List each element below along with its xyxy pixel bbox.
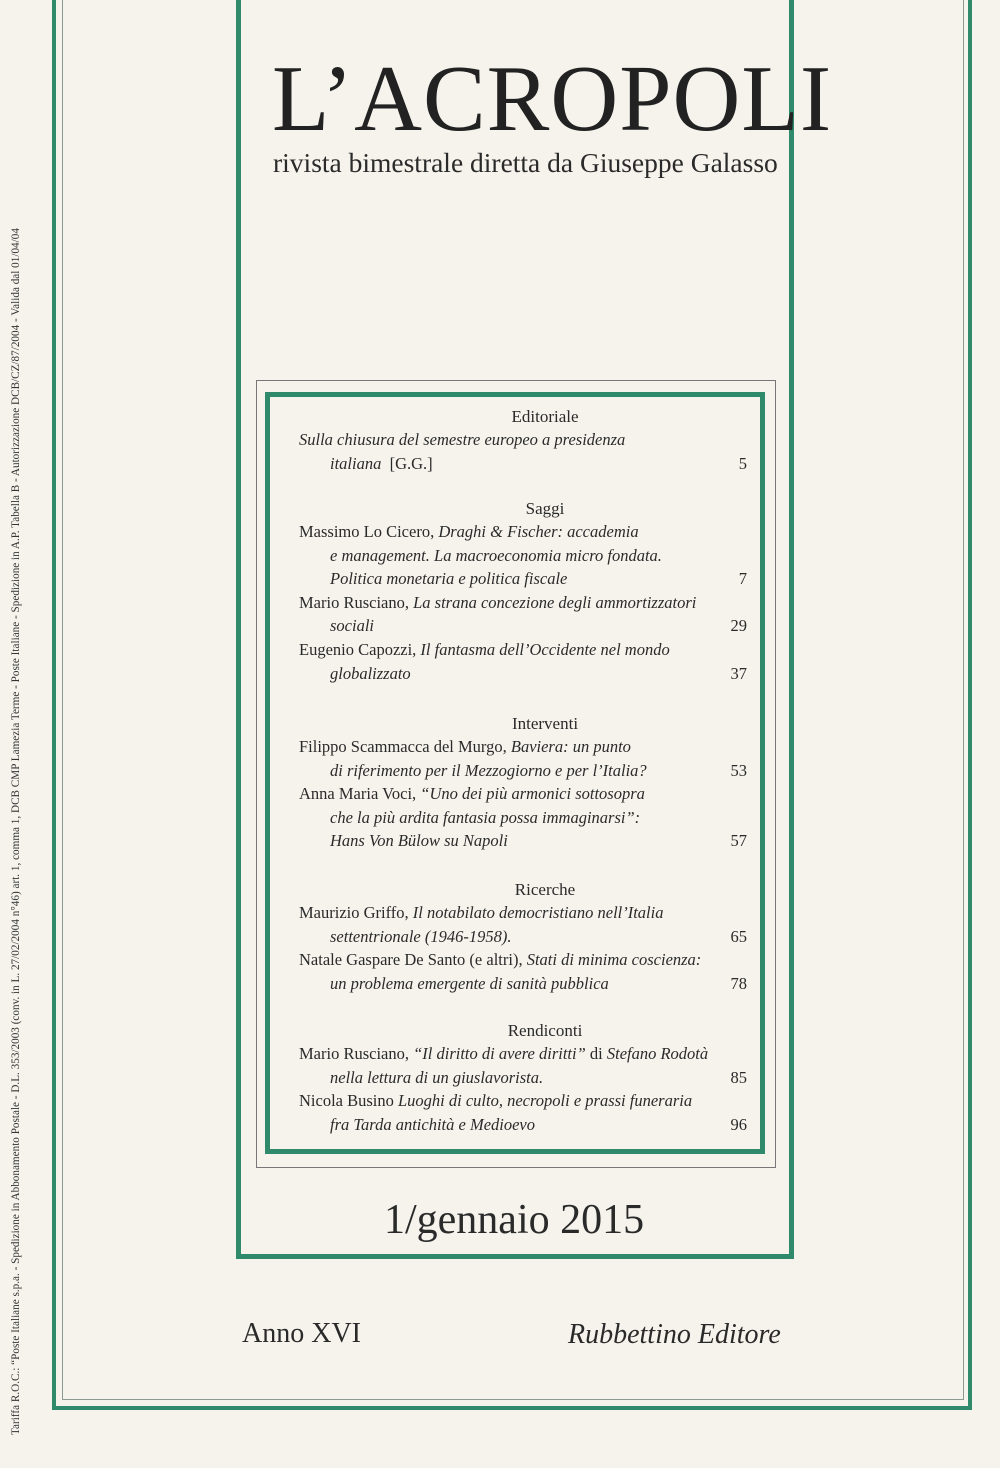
toc-entry-line xyxy=(330,453,433,473)
toc-article-title: globalizzato xyxy=(330,663,411,683)
toc-entry-line xyxy=(299,786,645,803)
toc-author: Eugenio Capozzi, xyxy=(299,640,421,659)
volume-year: Anno XVI xyxy=(242,1318,361,1349)
toc-page-number: 53 xyxy=(730,760,747,780)
toc-page-number: 85 xyxy=(730,1067,747,1087)
toc-entry-line xyxy=(330,760,647,780)
toc-entry-line xyxy=(299,524,639,541)
toc-page-number: 57 xyxy=(730,831,747,851)
toc-entry-line xyxy=(330,973,609,993)
toc-entry-line xyxy=(299,905,663,922)
toc-article-title: Baviera: un punto xyxy=(510,737,631,756)
issue-date: 1/gennaio 2015 xyxy=(384,1197,645,1243)
toc-entry-line xyxy=(330,833,508,850)
journal-title: L’ACROPOLI xyxy=(272,47,833,151)
toc-page-number: 37 xyxy=(730,663,747,683)
toc-entry-line xyxy=(330,618,374,635)
toc-article-title: sociali xyxy=(330,616,374,636)
toc-entry-line xyxy=(330,545,662,565)
toc-entry-line xyxy=(299,952,701,969)
toc-article-title: fra Tarda antichità e Medioevo xyxy=(330,1114,536,1134)
toc-article-title: settentrionale (1946-1958). xyxy=(330,926,512,946)
toc-article-title: Draghi & Fischer: accademia xyxy=(438,522,639,541)
toc-article-title: di riferimento per il Mezzogiorno e per l’Italia? xyxy=(330,760,647,780)
toc-entry-line xyxy=(330,926,512,946)
toc-article-title: “Il diritto di avere diritti” xyxy=(413,1044,586,1063)
toc-section-title: Saggi xyxy=(525,499,565,518)
toc-page-number: 78 xyxy=(730,973,747,993)
toc-section-title: Editoriale xyxy=(511,407,579,426)
toc-article-title: Stefano Rodotà xyxy=(606,1044,709,1063)
toc-author: Massimo Lo Cicero, xyxy=(299,522,439,541)
toc-entry-line xyxy=(330,571,567,588)
toc-author: Mario Rusciano, xyxy=(299,592,414,612)
toc-author: Nicola Busino xyxy=(299,1091,398,1111)
toc-entry-line xyxy=(299,739,631,756)
toc-page-number: 65 xyxy=(730,926,747,946)
toc-entry-line xyxy=(330,1114,536,1134)
toc-author: Anna Maria Voci, xyxy=(299,784,421,804)
toc-article-title: che la più ardita fantasia possa immaginarsi”: xyxy=(330,807,641,827)
postal-notice: Tariffa R.O.C.: “Poste Italiane s.p.a. - Spedizione in Abbonamento Postale - D.L. 353/2003 (conv. in L. 27/02/2004 n°46) art. 1, comma 1, DCB CMP Lamezia Terme - Poste Italiane - Spedizione in A.P. Tabella B - Autorizzazione DCB/CZ/87/2004 - Valida dal 01/04/04 xyxy=(10,228,22,1435)
toc-article-title: Politica monetaria e politica fiscale xyxy=(330,569,568,589)
toc-page-number: 7 xyxy=(738,569,747,589)
toc-article-title: Sulla chiusura del semestre europeo a presidenza xyxy=(299,430,626,449)
toc-article-title: e management. La macroeconomia micro fondata. xyxy=(330,545,662,565)
toc-author: Mario Rusciano, xyxy=(299,1044,414,1063)
toc-article-title: Il fantasma dell’Occidente nel mondo xyxy=(420,640,670,659)
toc-article-title: Il notabilato democristiano nell’Italia xyxy=(412,903,664,922)
toc-author: Maurizio Griffo, xyxy=(299,903,413,922)
toc-section-title: Interventi xyxy=(511,714,579,733)
toc-entry-line xyxy=(330,663,411,683)
toc-entry-line xyxy=(330,807,641,827)
toc-article-title: Luoghi di culto, necropoli e prassi funeraria xyxy=(398,1091,693,1111)
toc-entry-line xyxy=(299,592,697,612)
toc-page-number: 96 xyxy=(730,1114,747,1134)
toc-article-title: Stati di minima coscienza: xyxy=(526,950,702,970)
journal-subtitle: rivista bimestrale diretta da Giuseppe Galasso xyxy=(273,147,778,178)
toc-entry-line xyxy=(299,432,625,449)
toc-suffix: di xyxy=(585,1044,607,1063)
toc-article-title: un problema emergente di sanità pubblica xyxy=(330,973,609,993)
toc-article-title: nella lettura di un giuslavorista. xyxy=(330,1067,544,1087)
toc-suffix: [G.G.] xyxy=(381,453,433,473)
toc-entry-line xyxy=(299,642,670,659)
publisher-name: Rubbettino Editore xyxy=(568,1319,781,1350)
toc-article-title: “Uno dei più armonici sottosopra xyxy=(420,784,645,804)
toc-entry-line xyxy=(330,1067,544,1087)
toc-article-title: Hans Von Bülow su Napoli xyxy=(330,831,508,851)
toc-author: Natale Gaspare De Santo (e altri), xyxy=(299,950,527,970)
toc-page-number: 5 xyxy=(738,453,747,473)
toc-article-title: italiana xyxy=(330,453,382,473)
toc-entry-line xyxy=(299,1093,692,1110)
toc-entry-line xyxy=(299,1046,708,1063)
toc-author: Filippo Scammacca del Murgo, xyxy=(299,737,511,756)
toc-section-title: Ricerche xyxy=(514,880,576,899)
toc-page-number: 29 xyxy=(730,616,747,636)
toc-article-title: La strana concezione degli ammortizzatori xyxy=(413,592,697,612)
toc-section-title: Rendiconti xyxy=(507,1021,583,1040)
